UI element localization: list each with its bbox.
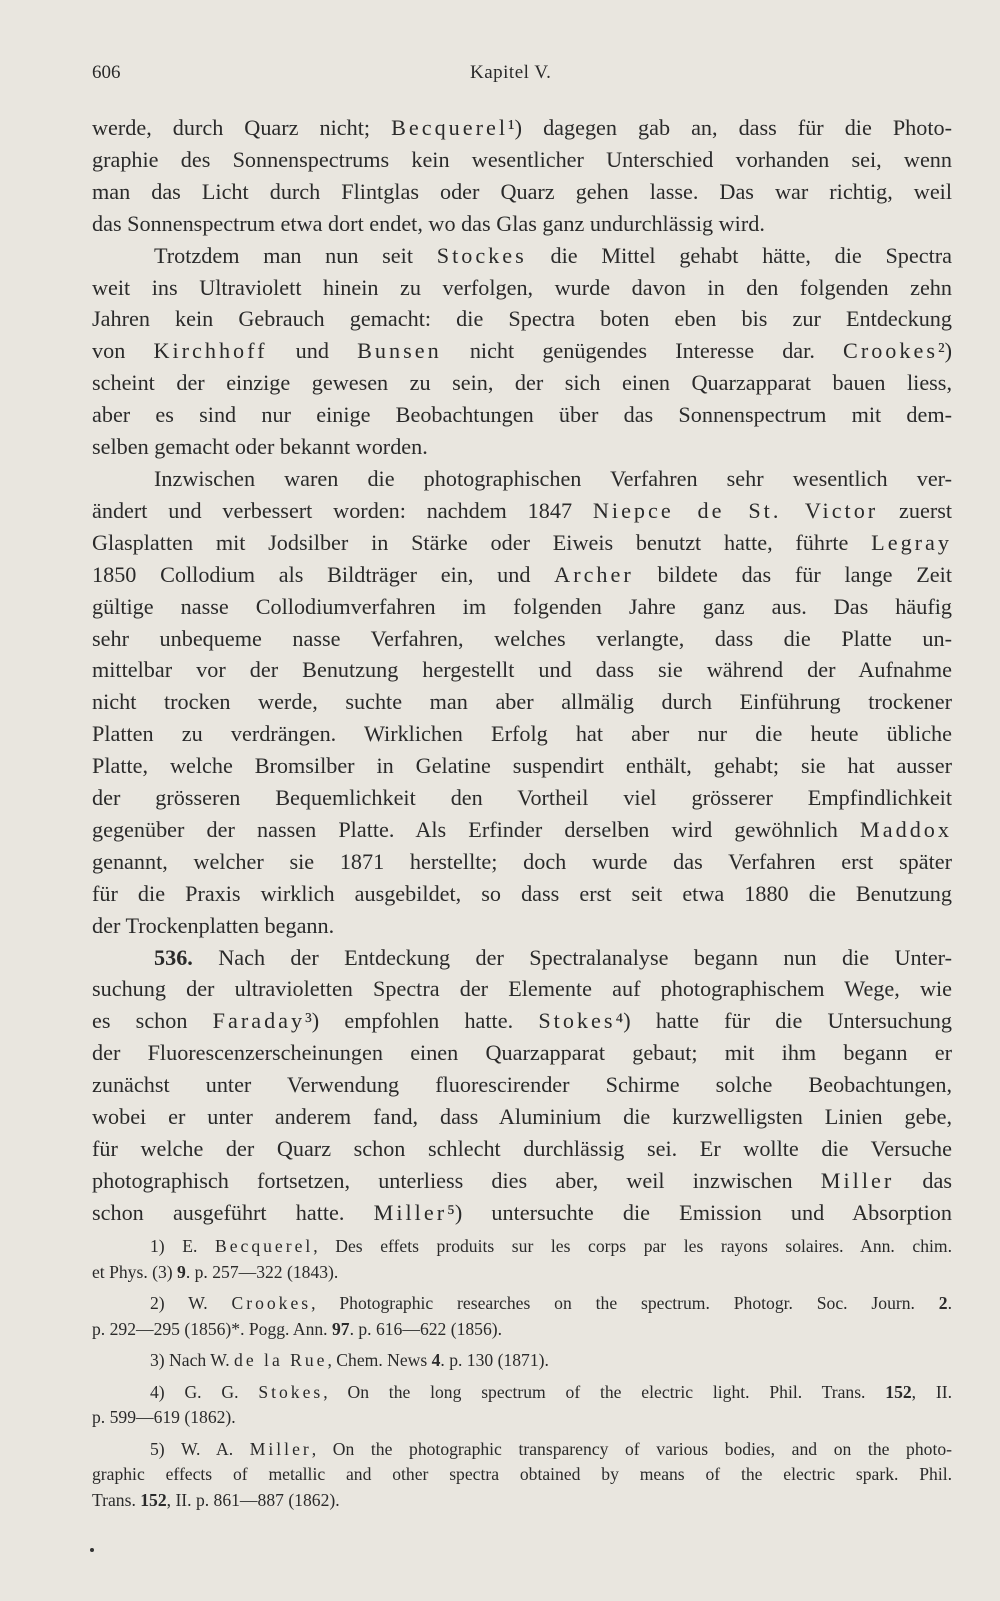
text-run: , II. <box>911 1381 953 1402</box>
page-number: 606 <box>92 62 121 83</box>
text-run: von <box>92 338 154 364</box>
footnote-line <box>92 1488 952 1514</box>
person-name: Becquerel <box>391 115 509 140</box>
bold-number: 2 <box>938 1293 948 1313</box>
footnote-line <box>92 1380 952 1406</box>
footnote-line <box>92 1405 952 1431</box>
footnote <box>92 1380 952 1431</box>
person-name: Kirchhoff <box>153 338 268 364</box>
text-run: für die Praxis wirklich ausgebildet, so dass erst seit etwa 1880 die Benutzung <box>92 880 952 906</box>
text-run: p. 292—295 (1856)*. Pogg. Ann. <box>92 1318 332 1339</box>
text-run: 1) E. <box>150 1236 215 1256</box>
text-run: der grösseren Bequemlichkeit den Vortheil viel grösserer Empfindlichkeit <box>92 785 952 811</box>
text-run: man das Licht durch Flintglas oder Quarz gehen lasse. Das war richtig, weil <box>92 178 952 204</box>
text-run: 2) W. <box>150 1293 232 1313</box>
text-line <box>92 1005 952 1037</box>
text-line <box>92 942 952 974</box>
text-run: Platte, welche Bromsilber in Gelatine suspendirt enthält, gehabt; sie hat ausser <box>92 753 952 779</box>
text-line <box>92 814 952 846</box>
text-line <box>92 1069 952 1101</box>
text-run: das <box>894 1167 952 1193</box>
text-run: ändert und verbessert worden: nachdem 1847 <box>92 497 593 523</box>
text-run: 5) W. A. <box>150 1438 250 1459</box>
body-text <box>92 112 952 1229</box>
text-run: genannt, welcher sie 1871 herstellte; doch wurde das Verfahren erst später <box>92 848 952 874</box>
person-name: Legray <box>871 529 952 555</box>
text-line <box>92 686 952 718</box>
person-name: Crookes <box>843 338 938 364</box>
text-run: . <box>947 1293 952 1313</box>
footnote-line <box>92 1462 952 1488</box>
text-line <box>92 750 952 782</box>
person-name: Faraday <box>212 1008 306 1034</box>
text-run: Nach der Entdeckung der Spectralanalyse begann nun die Unter- <box>192 944 952 970</box>
text-run: werde, durch Quarz nicht; <box>92 115 392 140</box>
text-run: die Mittel gehabt hätte, die Spectra <box>526 242 952 268</box>
text-run: zunächst unter Verwendung fluorescirender Schirme solche Beobachtungen, <box>92 1072 952 1098</box>
text-run: bildete das für lange Zeit <box>633 561 952 587</box>
text-run: zuerst <box>878 497 953 523</box>
person-name: Niepce de St. Victor <box>592 497 879 523</box>
bold-number: 4 <box>431 1350 441 1370</box>
person-name: Becquerel <box>214 1236 314 1256</box>
person-name: Crookes <box>231 1293 312 1313</box>
text-run: ⁴) hatte für die Untersuchung <box>615 1008 952 1034</box>
person-name: Bunsen <box>357 338 442 364</box>
text-line <box>92 399 952 431</box>
text-run: suchung der ultravioletten Spectra der Elemente auf photographischem Wege, wie <box>92 976 952 1002</box>
footnote-line <box>92 1437 952 1463</box>
text-run: selben gemacht oder bekannt worden. <box>92 434 428 460</box>
footnote <box>92 1348 952 1374</box>
text-run: gültige nasse Collodiumverfahren im folgenden Jahre ganz aus. Das häufig <box>92 593 952 619</box>
footnote <box>92 1291 952 1342</box>
text-run: , On the long spectrum of the electric light. Phil. Trans. <box>323 1381 886 1402</box>
person-name: Stokes <box>538 1008 616 1034</box>
page-header <box>92 62 952 90</box>
text-line <box>92 176 952 208</box>
person-name: Stockes <box>436 242 527 268</box>
footnote-line <box>92 1317 952 1343</box>
text-run: 4) G. G. <box>150 1381 259 1402</box>
text-run: der Fluorescenzerscheinungen einen Quarzapparat gebaut; mit ihm begann er <box>92 1040 952 1066</box>
text-run: , On the photographic transparency of various bodies, and on the photo- <box>311 1438 952 1459</box>
bold-number: 152 <box>140 1489 167 1510</box>
text-line <box>92 1165 952 1197</box>
text-run: . p. 130 (1871). <box>440 1350 549 1370</box>
bold-number: 152 <box>885 1381 912 1402</box>
bold-number: 9 <box>177 1261 186 1282</box>
bold-number: 536. <box>154 944 193 970</box>
text-run: schon ausgeführt hatte. <box>92 1199 374 1225</box>
text-run: photographisch fortsetzen, unterliess dies aber, weil inzwischen <box>92 1167 821 1193</box>
text-line <box>92 463 952 495</box>
text-line <box>92 112 952 144</box>
text-run: nicht trocken werde, suchte man aber allmälig durch Einführung trockener <box>92 689 952 715</box>
text-run: 1850 Collodium als Bildträger ein, und <box>92 561 555 587</box>
text-line <box>92 782 952 814</box>
text-run: scheint der einzige gewesen zu sein, der sich einen Quarzapparat bauen liess, <box>92 370 952 396</box>
text-line <box>92 718 952 750</box>
text-line <box>92 240 952 272</box>
text-line <box>92 623 952 655</box>
text-line <box>92 1197 952 1229</box>
footnote-line <box>92 1348 952 1374</box>
text-run: . p. 257—322 (1843). <box>185 1261 339 1282</box>
text-line <box>92 591 952 623</box>
text-line <box>92 272 952 304</box>
person-name: Stokes <box>258 1381 324 1402</box>
text-run: graphic effects of metallic and other spectra obtained by means of the electric spark. Phil. <box>92 1464 952 1484</box>
person-name: Miller <box>820 1167 895 1193</box>
text-line <box>92 495 952 527</box>
text-run: , Des effets produits sur les corps par les rayons solaires. Ann. chim. <box>313 1236 952 1256</box>
text-run: es schon <box>92 1008 213 1034</box>
text-run: Glasplatten mit Jodsilber in Stärke oder Eiweis benutzt hatte, führte <box>92 529 872 555</box>
text-run: aber es sind nur einige Beobachtungen über das Sonnenspectrum mit dem- <box>92 402 952 428</box>
person-name: de la Rue <box>234 1350 328 1370</box>
text-run: sehr unbequeme nasse Verfahren, welches verlangte, dass die Platte un- <box>92 625 952 651</box>
footnote <box>92 1437 952 1514</box>
bold-number: 97 <box>331 1318 350 1339</box>
text-line <box>92 559 952 591</box>
text-run: das Sonnenspectrum etwa dort endet, wo das Glas ganz undurchlässig wird. <box>92 210 765 236</box>
text-run: Trans. <box>92 1489 141 1510</box>
text-run: , Photographic researches on the spectrum. Photogr. Soc. Journ. <box>311 1293 939 1313</box>
text-run: ²) <box>937 338 953 364</box>
text-run: mittelbar vor der Benutzung hergestellt und dass sie während der Aufnahme <box>92 657 952 683</box>
person-name: Miller <box>249 1438 312 1459</box>
text-line <box>92 367 952 399</box>
text-line <box>92 335 952 367</box>
text-run: Trotzdem man nun seit <box>154 242 437 268</box>
footnote-line <box>92 1260 952 1286</box>
person-name: Miller <box>373 1199 448 1225</box>
text-line <box>92 878 952 910</box>
text-line <box>92 910 952 942</box>
text-run: weit ins Ultraviolett hinein zu verfolgen, wurde davon in den folgenden zehn <box>92 274 952 300</box>
text-run: ¹) dagegen gab an, dass für die Photo- <box>508 115 952 140</box>
footnotes <box>92 1234 952 1513</box>
text-run: , II. p. 861—887 (1862). <box>166 1489 340 1510</box>
person-name: Maddox <box>860 816 952 842</box>
running-head: Kapitel V. <box>470 62 552 83</box>
text-run: Inzwischen waren die photographischen Verfahren sehr wesentlich ver- <box>154 465 952 491</box>
text-line <box>92 973 952 1005</box>
text-line <box>92 208 952 240</box>
text-run: wobei er unter anderem fand, dass Aluminium die kurzwelligsten Linien gebe, <box>92 1104 952 1130</box>
text-run: gegenüber der nassen Platte. Als Erfinder derselben wird gewöhnlich <box>92 816 861 842</box>
text-run: . p. 616—622 (1856). <box>349 1318 503 1339</box>
text-line <box>92 144 952 176</box>
text-line <box>92 431 952 463</box>
text-run: Platten zu verdrängen. Wirklichen Erfolg hat aber nur die heute übliche <box>92 721 952 747</box>
text-line <box>92 1133 952 1165</box>
text-run: nicht genügendes Interesse dar. <box>441 338 844 364</box>
text-run: et Phys. (3) <box>92 1261 178 1282</box>
text-run: ⁵) untersuchte die Emission und Absorption <box>447 1199 952 1225</box>
text-line <box>92 654 952 686</box>
text-line <box>92 1101 952 1133</box>
text-run: ³) empfohlen hatte. <box>305 1008 539 1034</box>
footnote-line <box>92 1291 952 1317</box>
text-run: Jahren kein Gebrauch gemacht: die Spectra boten eben bis zur Entdeckung <box>92 306 952 332</box>
text-run: 3) Nach W. <box>150 1350 235 1370</box>
text-line <box>92 303 952 335</box>
footnote-line <box>92 1234 952 1260</box>
footnote <box>92 1234 952 1285</box>
text-run: und <box>267 338 358 364</box>
text-run: graphie des Sonnenspectrums kein wesentlicher Unterschied vorhanden sei, wenn <box>92 146 952 172</box>
text-run: , Chem. News <box>327 1350 432 1370</box>
text-line <box>92 846 952 878</box>
text-run: für welche der Quarz schon schlecht durchlässig sei. Er wollte die Versuche <box>92 1136 952 1161</box>
text-line <box>92 1037 952 1069</box>
text-run: der Trockenplatten begann. <box>92 912 335 938</box>
text-run: p. 599—619 (1862). <box>92 1407 236 1427</box>
text-line <box>92 527 952 559</box>
person-name: Archer <box>554 561 634 587</box>
print-smudge <box>90 1548 94 1552</box>
